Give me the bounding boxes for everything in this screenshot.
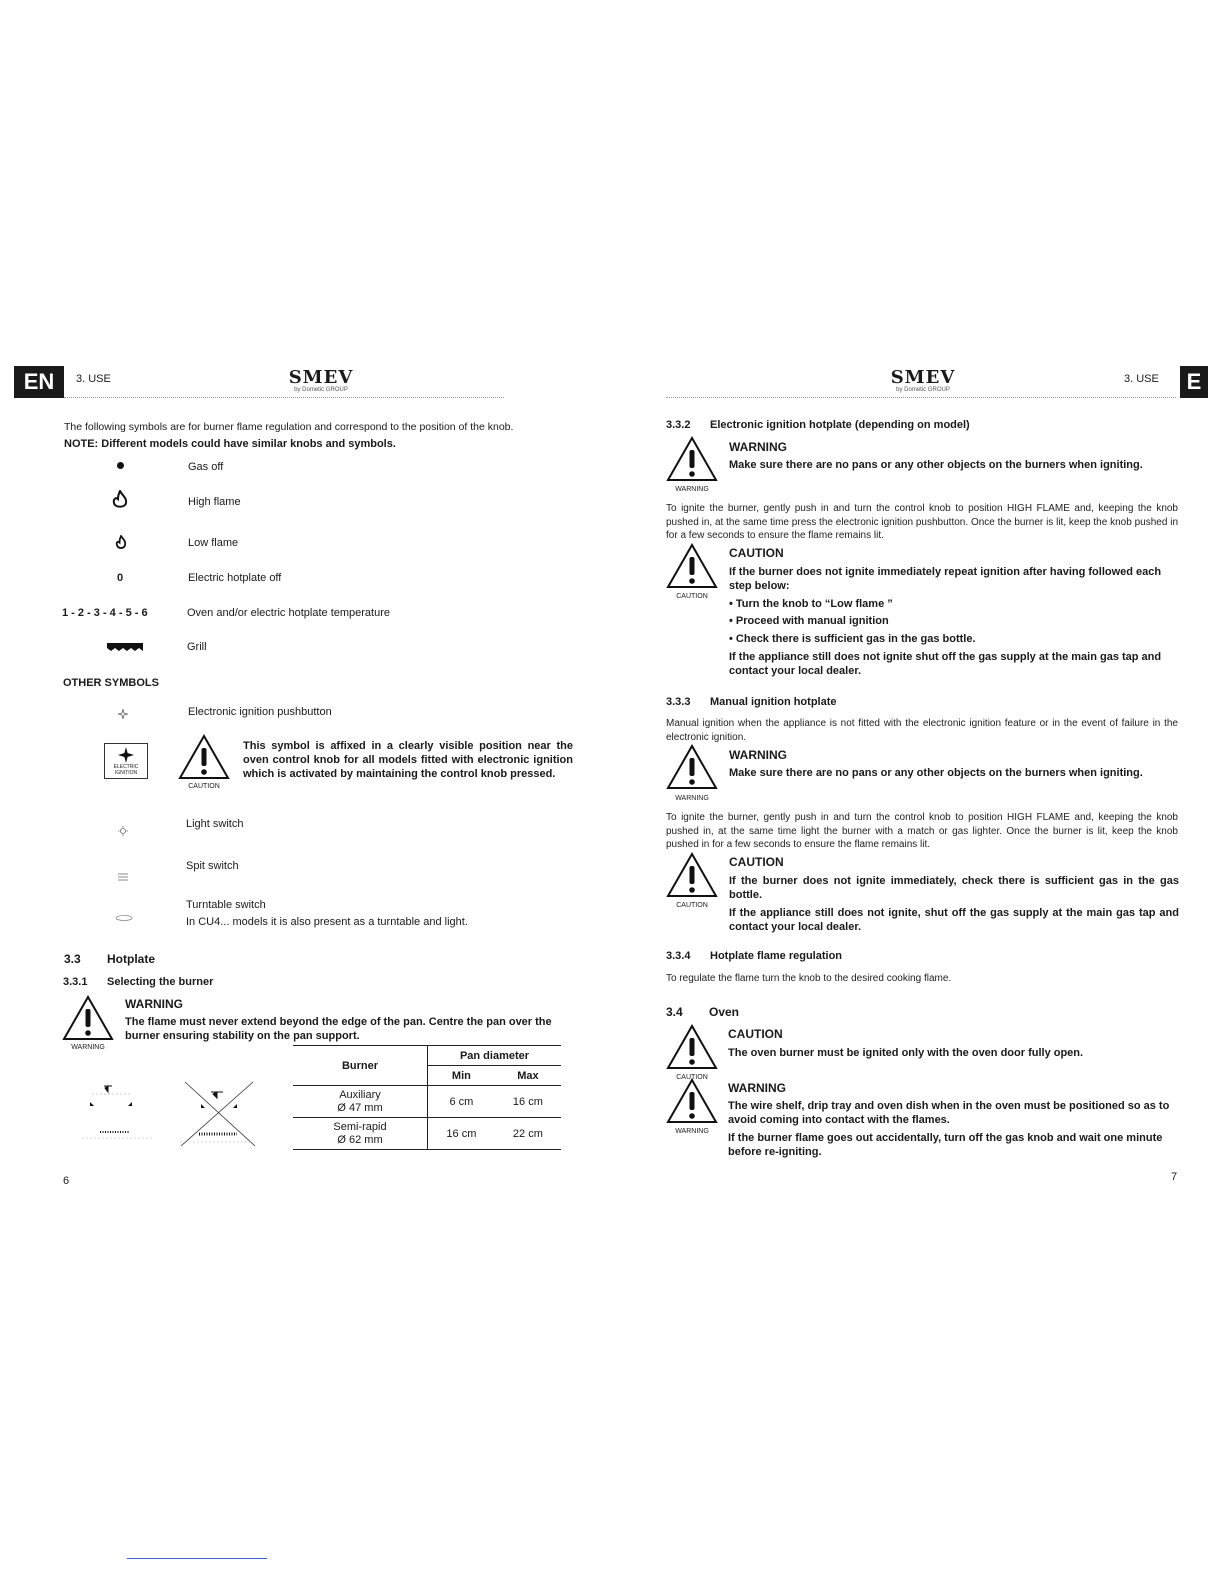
pan-max-value: 22 cm [495, 1118, 561, 1150]
warning-triangle-icon [666, 744, 718, 790]
symbol-label-gas-off: Gas off [188, 461, 224, 473]
symbol-label-light: Light switch [186, 818, 244, 830]
section-3-4-title: Oven [709, 1005, 740, 1019]
caution-text: If the appliance still does not ignite, shut off the gas supply at the main gas tap and contact your local dealer. [729, 907, 1179, 933]
warning-triangle-icon [666, 436, 718, 482]
pan-incorrect-illustration [175, 1080, 260, 1150]
high-flame-icon [112, 490, 128, 510]
manual-ignition-intro: Manual ignition when the appliance is not fitted with the electronic ignition feature or in the event of failure in the electronic ignition. [666, 718, 1178, 743]
table-header-min: Min [428, 1066, 495, 1086]
caution-triangle-icon [666, 1024, 718, 1070]
light-switch-icon [118, 826, 128, 836]
note-text: NOTE: Different models could have similar knobs and symbols. [64, 438, 396, 450]
left-section-header: 3. USE [76, 373, 111, 385]
warning-caption: WARNING [71, 1044, 105, 1051]
section-3-3-2-title: Electronic ignition hotplate (depending on model) [710, 419, 970, 431]
warning-caption: WARNING [675, 1128, 709, 1135]
burner-name: Semi-rapid [333, 1120, 387, 1133]
caution-step: • Proceed with manual ignition [729, 615, 889, 627]
burner-diameter: Ø 47 mm [337, 1101, 383, 1114]
section-3-3-1-number: 3.3.1 [63, 976, 88, 988]
section-3-4-number: 3.4 [666, 1005, 683, 1019]
section-3-3-title: Hotplate [107, 952, 155, 966]
intro-text: The following symbols are for burner flame regulation and correspond to the position of the knob. [64, 421, 514, 433]
caution-followup: If the appliance still does not ignite shut off the gas supply at the main gas tap and contact your local dealer. [729, 651, 1162, 677]
caution-step: • Turn the knob to “Low flame ” [729, 598, 893, 610]
electronic-ignition-icon [118, 709, 128, 719]
warning-text: Make sure there are no pans or any other objects on the burners when igniting. [729, 767, 1143, 779]
caution-triangle-icon [666, 852, 718, 898]
bottom-decorative-line [127, 1558, 267, 1559]
table-header-burner: Burner [293, 1046, 428, 1086]
burner-name: Auxiliary [339, 1088, 381, 1101]
pan-min-value: 16 cm [428, 1118, 495, 1150]
caution-box-text: This symbol is affixed in a clearly visible position near the oven control knob for all models fitted with electronic ignition which is activated by maintaining the control knob pressed. [243, 740, 573, 780]
other-symbols-heading: OTHER SYMBOLS [63, 677, 159, 689]
section-3-3-3-number: 3.3.3 [666, 696, 691, 708]
warning-text: The wire shelf, drip tray and oven dish when in the oven must be positioned so as to avoid coming into contact with the flames. [728, 1100, 1170, 1126]
symbol-label-electronic-ignition: Electronic ignition pushbutton [188, 706, 332, 718]
warning-title: WARNING [125, 997, 183, 1011]
caution-text: The oven burner must be ignited only with the oven door fully open. [728, 1047, 1084, 1059]
grill-icon [107, 641, 143, 651]
ignition-instructions-paragraph: To ignite the burner, gently push in and turn the control knob to position HIGH FLAME and, keeping the knob pushed in, at the same time press the electronic ignition pushbutton. Once the burner is lit, keep the knob pushed in for a few seconds to ensure the flame remains lit. [666, 503, 1178, 541]
section-3-3-3-title: Manual ignition hotplate [710, 696, 837, 708]
caution-text: If the burner does not ignite immediately repeat ignition after having followed each step below: [729, 566, 1162, 592]
temperature-numbers-icon: 1 - 2 - 3 - 4 - 5 - 6 [62, 607, 148, 619]
caution-text: If the burner does not ignite immediately, check there is sufficient gas in the gas bottle. [729, 875, 1179, 901]
caution-title: CAUTION [729, 855, 784, 869]
caution-triangle-icon [178, 734, 230, 780]
symbol-label-spit: Spit switch [186, 860, 239, 872]
caution-caption: CAUTION [676, 593, 708, 600]
spit-switch-icon [117, 873, 129, 881]
table-header-pan-diameter: Pan diameter [428, 1046, 562, 1066]
warning-text: Make sure there are no pans or any other objects on the burners when igniting. [729, 459, 1143, 471]
table-header-max: Max [495, 1066, 561, 1086]
caution-caption: CAUTION [676, 1074, 708, 1081]
caution-caption: CAUTION [676, 902, 708, 909]
language-tab-e: E [1180, 366, 1208, 398]
left-logo: SMEV by Dometic GROUP [288, 367, 354, 393]
caution-caption: CAUTION [188, 783, 220, 790]
right-page-number: 7 [1171, 1171, 1178, 1183]
warning-text: If the burner flame goes out accidentally, turn off the gas knob and wait one minute before re-igniting. [728, 1132, 1163, 1158]
section-3-3-number: 3.3 [64, 952, 81, 966]
left-page-number: 6 [63, 1175, 70, 1187]
right-header-rule [666, 397, 1176, 398]
pan-diameter-table [293, 1045, 561, 1150]
warning-title: WARNING [729, 748, 787, 762]
electric-ignition-box-icon: ELECTRIC IGNITION [104, 743, 148, 779]
left-header-rule [64, 397, 504, 398]
symbol-label-high-flame: High flame [188, 496, 241, 508]
pan-correct-illustration [82, 1082, 162, 1146]
warning-triangle-icon [666, 1078, 718, 1124]
flame-regulation-paragraph: To regulate the flame turn the knob to the desired cooking flame. [666, 973, 952, 984]
symbol-label-grill: Grill [187, 641, 207, 653]
warning-triangle-icon [62, 995, 114, 1041]
warning-title: WARNING [728, 1081, 786, 1095]
warning-caption: WARNING [675, 486, 709, 493]
caution-title: CAUTION [728, 1027, 783, 1041]
pan-max-value: 16 cm [495, 1086, 561, 1118]
symbol-label-turntable: Turntable switch [186, 899, 266, 911]
low-flame-icon [115, 535, 127, 551]
section-3-3-4-number: 3.3.4 [666, 950, 691, 962]
section-3-3-4-title: Hotplate flame regulation [710, 950, 843, 962]
manual-ignition-paragraph: To ignite the burner, gently push in and turn the control knob to position HIGH FLAME and, keeping the knob pushed in, at the same time light the burner with a match or gas lighter. Once the burner is lit, keep the knob pushed in for a few seconds to ensure the flame remains lit. [666, 812, 1178, 850]
turntable-switch-icon [115, 914, 133, 922]
burner-diameter: Ø 62 mm [337, 1133, 383, 1146]
gas-off-icon [117, 462, 124, 469]
section-3-3-1-title: Selecting the burner [107, 976, 214, 988]
right-logo: SMEV by Dometic GROUP [890, 367, 956, 393]
symbol-label-electric-off: Electric hotplate off [188, 572, 282, 584]
section-3-3-2-number: 3.3.2 [666, 419, 691, 431]
table-row [293, 1086, 561, 1118]
turntable-note: In CU4... models it is also present as a turntable and light. [186, 916, 468, 928]
table-row [293, 1118, 561, 1150]
right-section-header: 3. USE [1124, 373, 1159, 385]
symbol-label-low-flame: Low flame [188, 537, 239, 549]
caution-triangle-icon [666, 543, 718, 589]
pan-min-value: 6 cm [428, 1086, 495, 1118]
zero-icon: 0 [117, 572, 124, 584]
warning-title: WARNING [729, 440, 787, 454]
caution-step: • Check there is sufficient gas in the gas bottle. [729, 633, 976, 645]
warning-text: The flame must never extend beyond the edge of the pan. Centre the pan over the burner ensuring stability on the pan support. [125, 1016, 552, 1042]
warning-caption: WARNING [675, 795, 709, 802]
caution-title: CAUTION [729, 546, 784, 560]
symbol-label-temperature: Oven and/or electric hotplate temperature [187, 607, 391, 619]
language-tab-en: EN [14, 366, 64, 398]
